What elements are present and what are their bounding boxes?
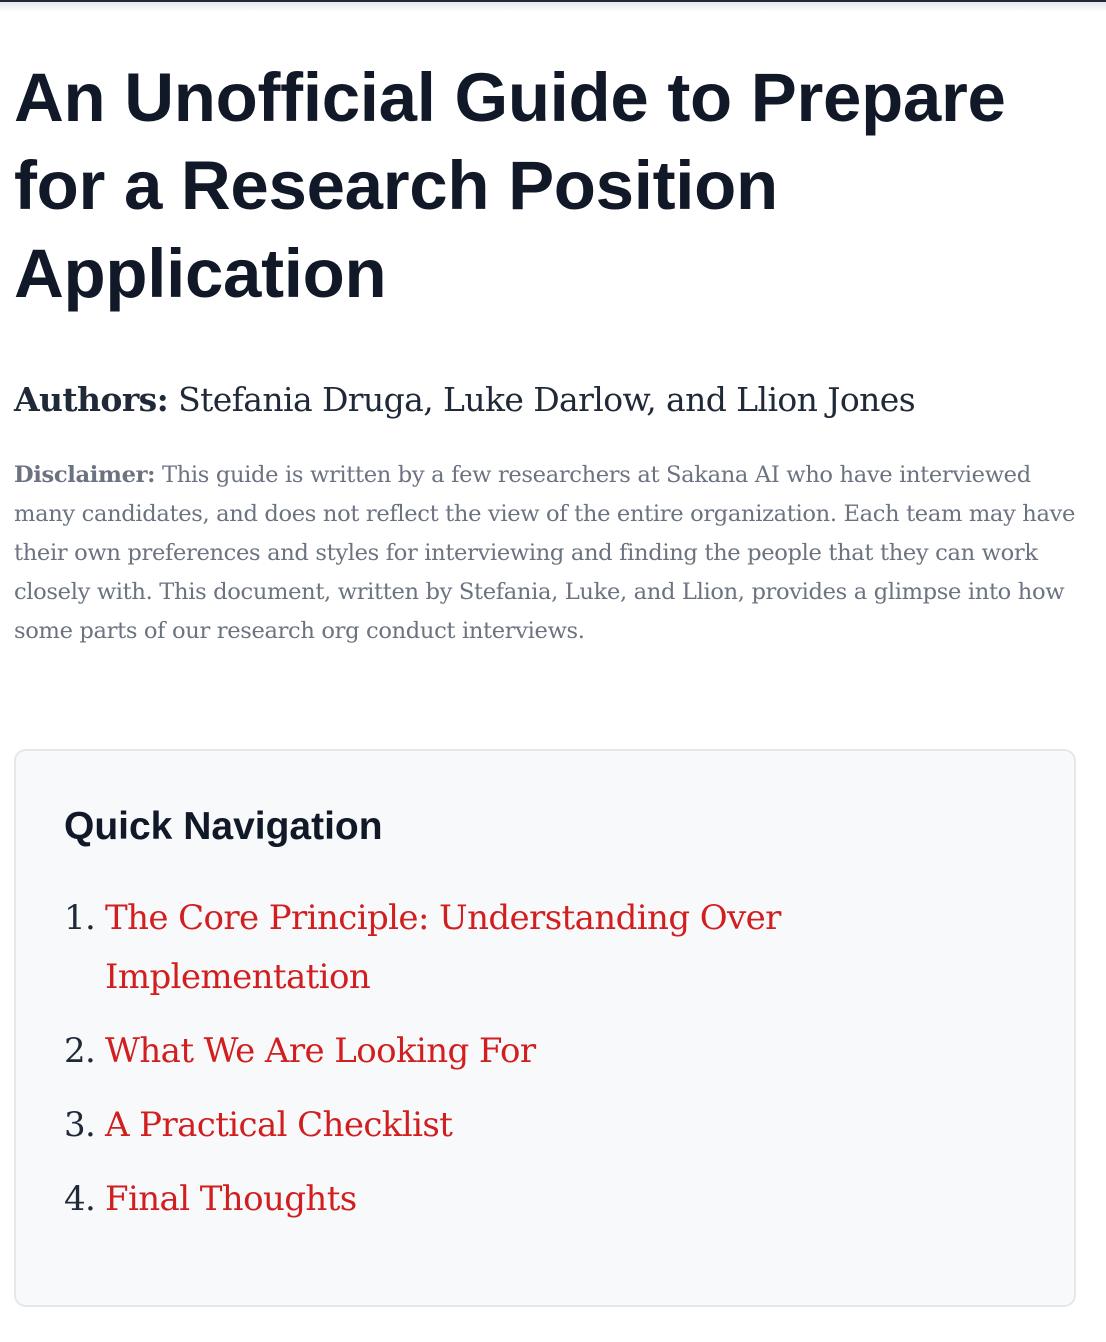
- list-item: [64, 1022, 864, 1081]
- list-item: [64, 1170, 864, 1229]
- quick-navigation-panel: [14, 749, 1076, 1307]
- nav-link-practical-checklist[interactable]: A Practical Checklist: [105, 1105, 453, 1145]
- disclaimer: [14, 456, 1084, 651]
- disclaimer-label: Disclaimer:: [14, 462, 156, 488]
- disclaimer-text: This guide is written by a few researchers at Sakana AI who have interviewed many candidates, and does not reflect the view of the entire organization. Each team may have their own preferences and styles for interviewing and finding the people that they can work closely with. This document, written by Stefania, Luke, and Llion, provides a glimpse into how some parts of our research org conduct interviews.: [14, 462, 1076, 644]
- nav-link-final-thoughts[interactable]: Final Thoughts: [105, 1179, 357, 1219]
- top-shadow: [0, 2, 1106, 12]
- list-item-number: 4.: [64, 1179, 96, 1219]
- article: [14, 54, 1084, 651]
- quick-navigation-list: [64, 889, 864, 1244]
- nav-link-core-principle[interactable]: The Core Principle: Understanding Over Implementation: [105, 898, 781, 997]
- list-item-number: 1.: [64, 898, 96, 938]
- authors-line: [14, 376, 1084, 424]
- quick-navigation-title: Quick Navigation: [64, 805, 383, 848]
- list-item-number: 3.: [64, 1105, 96, 1145]
- authors-names: Stefania Druga, Luke Darlow, and Llion Jones: [178, 380, 916, 419]
- list-item-number: 2.: [64, 1031, 96, 1071]
- page-title: An Unofficial Guide to Prepare for a Research Position Application: [14, 59, 1006, 312]
- list-item: [64, 889, 864, 1007]
- nav-link-what-we-look-for[interactable]: What We Are Looking For: [105, 1031, 536, 1071]
- authors-label: Authors:: [14, 380, 169, 419]
- list-item: [64, 1096, 864, 1155]
